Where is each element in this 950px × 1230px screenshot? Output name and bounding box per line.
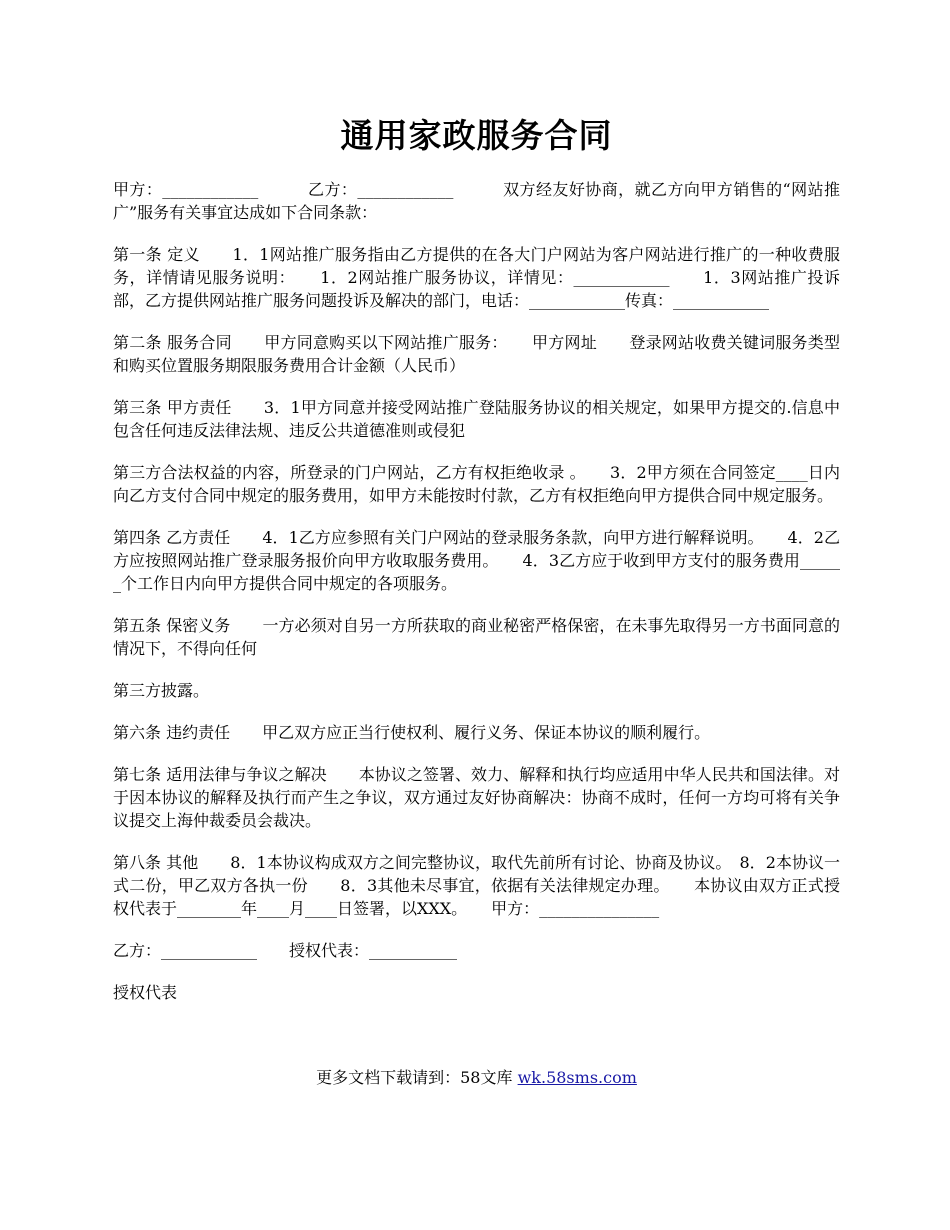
paragraph-article-6: 第六条 违约责任 甲乙双方应正当行使权利、履行义务、保证本协议的顺利履行。 [113,723,711,742]
paragraph-authorized-rep: 授权代表 [113,983,178,1002]
paragraph-article-2: 第二条 服务合同 甲方同意购买以下网站推广服务： 甲方网址 登录网站收费关键词服务类型和购买位置服务期限服务费用合计金额（人民币） [113,333,840,375]
paragraph-article-3-cont: 第三方合法权益的内容，所登录的门户网站，乙方有权拒绝收录 。 3．2甲方须在合同签定____日内向乙方支付合同中规定的服务费用，如甲方未能按时付款，乙方有权拒绝向甲方提供合同中规定服务。 [113,463,840,505]
paragraph-article-8: 第八条 其他 8．1本协议构成双方之间完整协议，取代先前所有讨论、协商及协议。 8．2本协议一式二份，甲乙双方各执一份 8．3其他未尽事宜，依据有关法律规定办理。 本协议由双方正式授权代表于________年____月____日签署，以XXX。 甲方：_______________ [113,853,840,918]
paragraph-article-4: 第四条 乙方责任 4．1乙方应参照有关门户网站的登录服务条款，向甲方进行解释说明。 4．2乙方应按照网站推广登录服务报价向甲方收取服务费用。 4．3乙方应于收到甲方支付的服务费用______个工作日内向甲方提供合同中规定的各项服务。 [113,528,840,593]
footer-link[interactable]: wk.58sms.com [517,1068,637,1087]
paragraph-article-3: 第三条 甲方责任 3．1甲方同意并接受网站推广登陆服务协议的相关规定，如果甲方提交的.信息中包含任何违反法律法规、违反公共道德准则或侵犯 [113,398,840,440]
paragraph-article-7: 第七条 适用法律与争议之解决 本协议之签署、效力、解释和执行均应适用中华人民共和国法律。对于因本协议的解释及执行而产生之争议，双方通过友好协商解决：协商不成时，任何一方均可将有关争议提交上海仲裁委员会裁决。 [113,765,840,830]
footer-prefix: 更多文档下载请到：58文库 [316,1068,513,1087]
document-title: 通用家政服务合同 [340,116,613,155]
download-footer [113,1066,840,1090]
paragraph-article-5: 第五条 保密义务 一方必须对自另一方所获取的商业秘密严格保密，在未事先取得另一方书面同意的情况下，不得向任何 [113,616,840,658]
paragraph-article-1: 第一条 定义 1．1网站推广服务指由乙方提供的在各大门户网站为客户网站进行推广的一种收费服务，详情请见服务说明： 1．2网站推广服务协议，详情见：____________ 1．3网站推广投诉部，乙方提供网站推广服务问题投诉及解决的部门，电话：____________传真：____________ [113,245,840,310]
paragraph-signature-b: 乙方：____________ 授权代表：___________ [113,941,458,960]
paragraph-parties: 甲方：____________ 乙方：____________ 双方经友好协商，就乙方向甲方销售的“网站推广”服务有关事宜达成如下合同条款： [113,180,840,222]
contract-body [113,178,840,1023]
paragraph-article-5-cont: 第三方披露。 [113,681,210,700]
